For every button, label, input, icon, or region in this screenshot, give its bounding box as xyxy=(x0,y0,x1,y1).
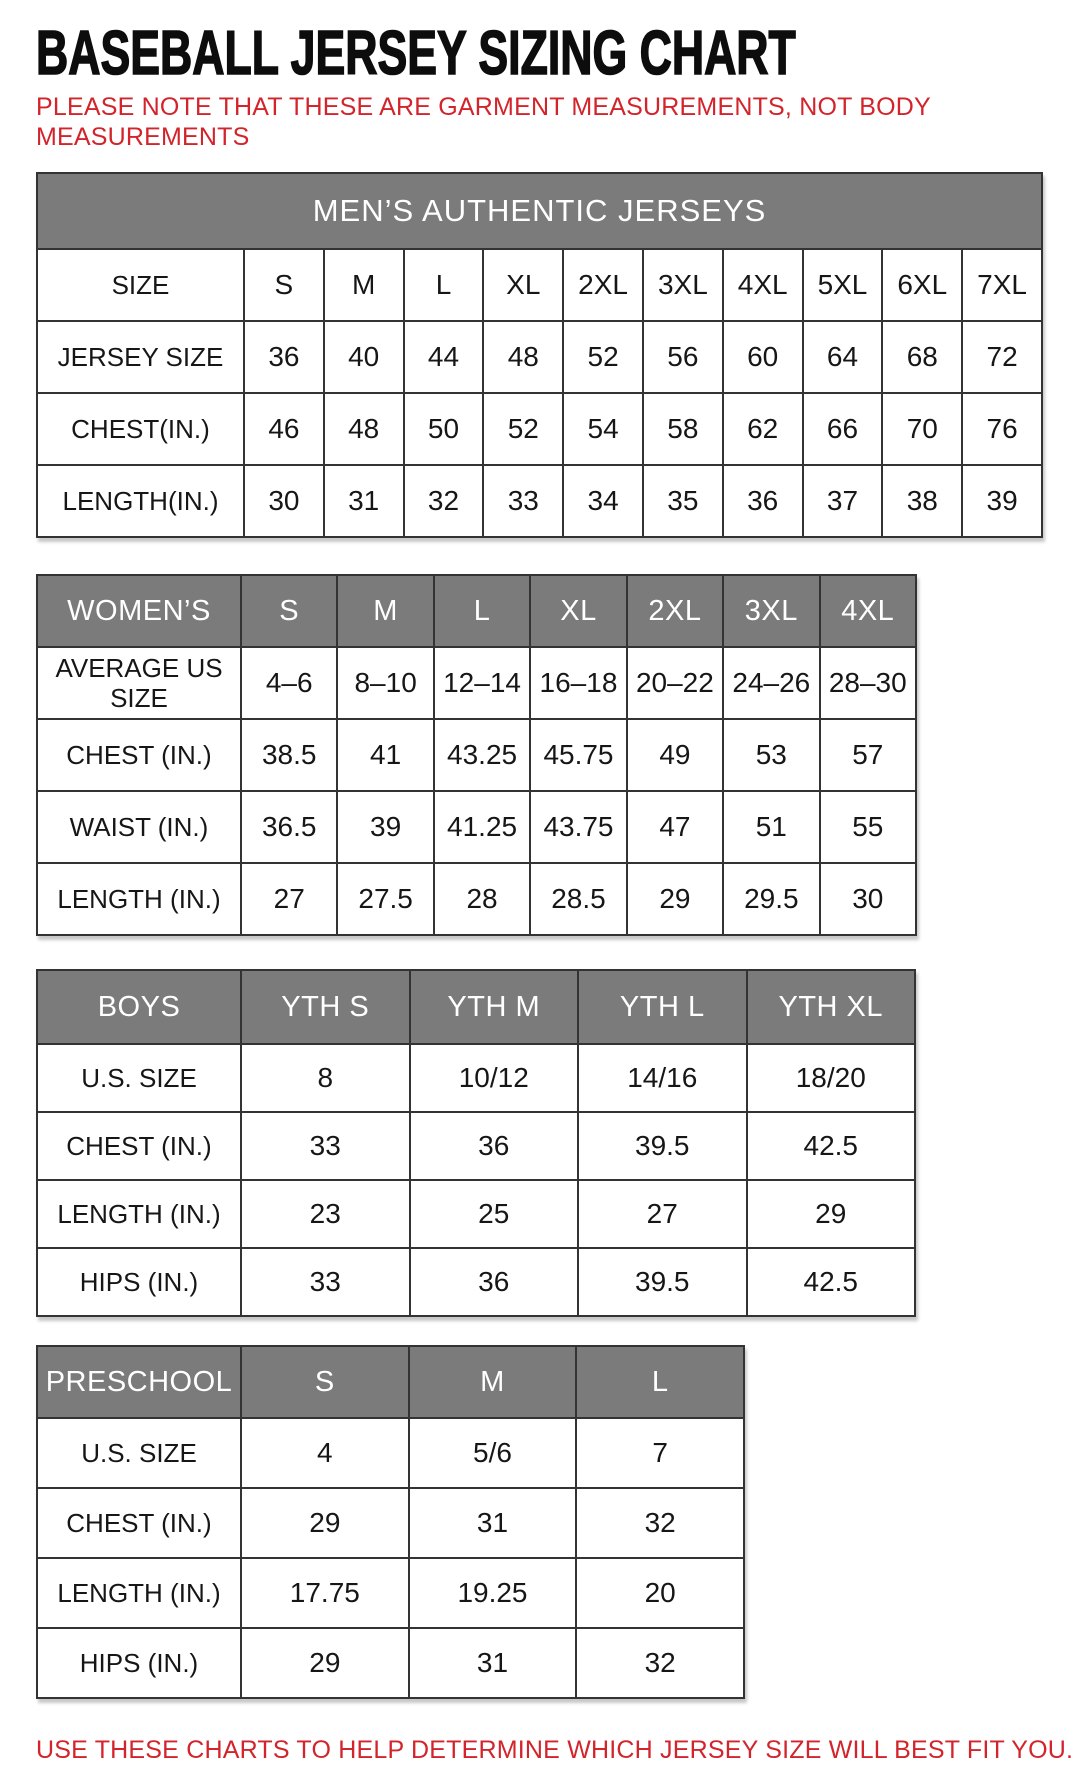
table-row xyxy=(37,393,1042,465)
table-row xyxy=(37,1488,744,1558)
data-cell: 33 xyxy=(241,1112,410,1180)
womens-group-label: WOMEN’S xyxy=(37,575,241,647)
data-cell: 16–18 xyxy=(530,647,626,719)
column-header: YTH L xyxy=(578,970,747,1044)
table-row xyxy=(37,1180,915,1248)
data-cell: 28.5 xyxy=(530,863,626,935)
data-cell: S xyxy=(244,249,324,321)
data-cell: 33 xyxy=(241,1248,410,1316)
data-cell: 24–26 xyxy=(723,647,819,719)
womens-section xyxy=(36,574,1041,936)
fit-advice-note: USE THESE CHARTS TO HELP DETERMINE WHICH JERSEY SIZE WILL BEST FIT YOU. xyxy=(36,1736,1074,1764)
data-cell: L xyxy=(404,249,484,321)
row-label: WAIST (IN.) xyxy=(37,791,241,863)
mens-banner-row xyxy=(37,173,1042,249)
data-cell: 36 xyxy=(410,1112,579,1180)
data-cell: 31 xyxy=(324,465,404,537)
data-cell: 54 xyxy=(563,393,643,465)
row-label: LENGTH (IN.) xyxy=(37,1180,241,1248)
data-cell: 2XL xyxy=(563,249,643,321)
data-cell: 3XL xyxy=(643,249,723,321)
data-cell: 27 xyxy=(578,1180,747,1248)
data-cell: 31 xyxy=(409,1628,577,1698)
data-cell: 7 xyxy=(576,1418,744,1488)
table-row xyxy=(37,719,916,791)
data-cell: 39.5 xyxy=(578,1248,747,1316)
data-cell: M xyxy=(324,249,404,321)
data-cell: 18/20 xyxy=(747,1044,916,1112)
data-cell: 68 xyxy=(882,321,962,393)
data-cell: 66 xyxy=(803,393,883,465)
column-header: 4XL xyxy=(820,575,916,647)
column-header: YTH S xyxy=(241,970,410,1044)
data-cell: 48 xyxy=(324,393,404,465)
data-cell: 76 xyxy=(962,393,1042,465)
data-cell: 50 xyxy=(404,393,484,465)
data-cell: 52 xyxy=(563,321,643,393)
data-cell: 36.5 xyxy=(241,791,337,863)
row-label: LENGTH(IN.) xyxy=(37,465,244,537)
data-cell: 29 xyxy=(747,1180,916,1248)
data-cell: 53 xyxy=(723,719,819,791)
data-cell: 44 xyxy=(404,321,484,393)
data-cell: 7XL xyxy=(962,249,1042,321)
column-header: L xyxy=(434,575,530,647)
boys-group-label: BOYS xyxy=(37,970,241,1044)
data-cell: 39 xyxy=(337,791,433,863)
data-cell: 12–14 xyxy=(434,647,530,719)
data-cell: 33 xyxy=(483,465,563,537)
data-cell: 34 xyxy=(563,465,643,537)
boys-table xyxy=(36,969,916,1317)
data-cell: XL xyxy=(483,249,563,321)
data-cell: 20 xyxy=(576,1558,744,1628)
table-row xyxy=(37,1628,744,1698)
table-row xyxy=(37,249,1042,321)
data-cell: 30 xyxy=(244,465,324,537)
data-cell: 43.75 xyxy=(530,791,626,863)
data-cell: 28 xyxy=(434,863,530,935)
table-row xyxy=(37,1044,915,1112)
data-cell: 37 xyxy=(803,465,883,537)
column-header: 2XL xyxy=(627,575,723,647)
data-cell: 25 xyxy=(410,1180,579,1248)
data-cell: 52 xyxy=(483,393,563,465)
data-cell: 48 xyxy=(483,321,563,393)
mens-banner-title: MEN’S AUTHENTIC JERSEYS xyxy=(37,173,1042,249)
data-cell: 41 xyxy=(337,719,433,791)
data-cell: 8–10 xyxy=(337,647,433,719)
data-cell: 19.25 xyxy=(409,1558,577,1628)
row-label: CHEST (IN.) xyxy=(37,719,241,791)
data-cell: 14/16 xyxy=(578,1044,747,1112)
table-row xyxy=(37,863,916,935)
data-cell: 20–22 xyxy=(627,647,723,719)
data-cell: 31 xyxy=(409,1488,577,1558)
data-cell: 23 xyxy=(241,1180,410,1248)
column-header: XL xyxy=(530,575,626,647)
data-cell: 29 xyxy=(241,1488,409,1558)
column-header: YTH M xyxy=(410,970,579,1044)
data-cell: 40 xyxy=(324,321,404,393)
data-cell: 29.5 xyxy=(723,863,819,935)
data-cell: 36 xyxy=(410,1248,579,1316)
data-cell: 55 xyxy=(820,791,916,863)
data-cell: 56 xyxy=(643,321,723,393)
table-row xyxy=(37,321,1042,393)
data-cell: 4–6 xyxy=(241,647,337,719)
data-cell: 60 xyxy=(723,321,803,393)
data-cell: 4XL xyxy=(723,249,803,321)
data-cell: 39 xyxy=(962,465,1042,537)
data-cell: 5/6 xyxy=(409,1418,577,1488)
preschool-table xyxy=(36,1345,745,1699)
data-cell: 72 xyxy=(962,321,1042,393)
data-cell: 64 xyxy=(803,321,883,393)
data-cell: 41.25 xyxy=(434,791,530,863)
row-label: HIPS (IN.) xyxy=(37,1628,241,1698)
row-label: AVERAGE US SIZE xyxy=(37,647,241,719)
data-cell: 29 xyxy=(627,863,723,935)
row-label: CHEST (IN.) xyxy=(37,1488,241,1558)
table-row xyxy=(37,647,916,719)
table-row xyxy=(37,791,916,863)
column-header: M xyxy=(337,575,433,647)
data-cell: 57 xyxy=(820,719,916,791)
table-row xyxy=(37,1558,744,1628)
data-cell: 29 xyxy=(241,1628,409,1698)
data-cell: 27 xyxy=(241,863,337,935)
page-title: BASEBALL JERSEY SIZING CHART xyxy=(36,19,796,88)
mens-section xyxy=(36,172,1041,538)
data-cell: 42.5 xyxy=(747,1248,916,1316)
column-header: L xyxy=(576,1346,744,1418)
row-label: JERSEY SIZE xyxy=(37,321,244,393)
row-label: U.S. SIZE xyxy=(37,1418,241,1488)
data-cell: 47 xyxy=(627,791,723,863)
data-cell: 46 xyxy=(244,393,324,465)
mens-table xyxy=(36,172,1043,538)
data-cell: 4 xyxy=(241,1418,409,1488)
boys-section xyxy=(36,969,1041,1317)
preschool-section xyxy=(36,1345,1041,1699)
row-label: LENGTH (IN.) xyxy=(37,1558,241,1628)
data-cell: 32 xyxy=(576,1628,744,1698)
data-cell: 49 xyxy=(627,719,723,791)
row-label: SIZE xyxy=(37,249,244,321)
column-header: M xyxy=(409,1346,577,1418)
data-cell: 6XL xyxy=(882,249,962,321)
data-cell: 38.5 xyxy=(241,719,337,791)
data-cell: 43.25 xyxy=(434,719,530,791)
data-cell: 39.5 xyxy=(578,1112,747,1180)
row-label: LENGTH (IN.) xyxy=(37,863,241,935)
data-cell: 32 xyxy=(576,1488,744,1558)
data-cell: 70 xyxy=(882,393,962,465)
data-cell: 32 xyxy=(404,465,484,537)
data-cell: 42.5 xyxy=(747,1112,916,1180)
data-cell: 35 xyxy=(643,465,723,537)
data-cell: 17.75 xyxy=(241,1558,409,1628)
womens-header-row xyxy=(37,575,916,647)
row-label: CHEST (IN.) xyxy=(37,1112,241,1180)
data-cell: 28–30 xyxy=(820,647,916,719)
table-row xyxy=(37,1418,744,1488)
data-cell: 45.75 xyxy=(530,719,626,791)
data-cell: 36 xyxy=(723,465,803,537)
data-cell: 51 xyxy=(723,791,819,863)
table-row xyxy=(37,1112,915,1180)
column-header: 3XL xyxy=(723,575,819,647)
data-cell: 36 xyxy=(244,321,324,393)
data-cell: 62 xyxy=(723,393,803,465)
data-cell: 5XL xyxy=(803,249,883,321)
preschool-group-label: PRESCHOOL xyxy=(37,1346,241,1418)
column-header: YTH XL xyxy=(747,970,916,1044)
row-label: HIPS (IN.) xyxy=(37,1248,241,1316)
table-row xyxy=(37,1248,915,1316)
data-cell: 10/12 xyxy=(410,1044,579,1112)
boys-header-row xyxy=(37,970,915,1044)
data-cell: 27.5 xyxy=(337,863,433,935)
preschool-header-row xyxy=(37,1346,744,1418)
data-cell: 30 xyxy=(820,863,916,935)
womens-table xyxy=(36,574,917,936)
row-label: U.S. SIZE xyxy=(37,1044,241,1112)
data-cell: 38 xyxy=(882,465,962,537)
table-row xyxy=(37,465,1042,537)
column-header: S xyxy=(241,1346,409,1418)
data-cell: 58 xyxy=(643,393,723,465)
column-header: S xyxy=(241,575,337,647)
data-cell: 8 xyxy=(241,1044,410,1112)
row-label: CHEST(IN.) xyxy=(37,393,244,465)
measurement-note: PLEASE NOTE THAT THESE ARE GARMENT MEASUREMENTS, NOT BODY MEASUREMENTS xyxy=(36,93,931,151)
